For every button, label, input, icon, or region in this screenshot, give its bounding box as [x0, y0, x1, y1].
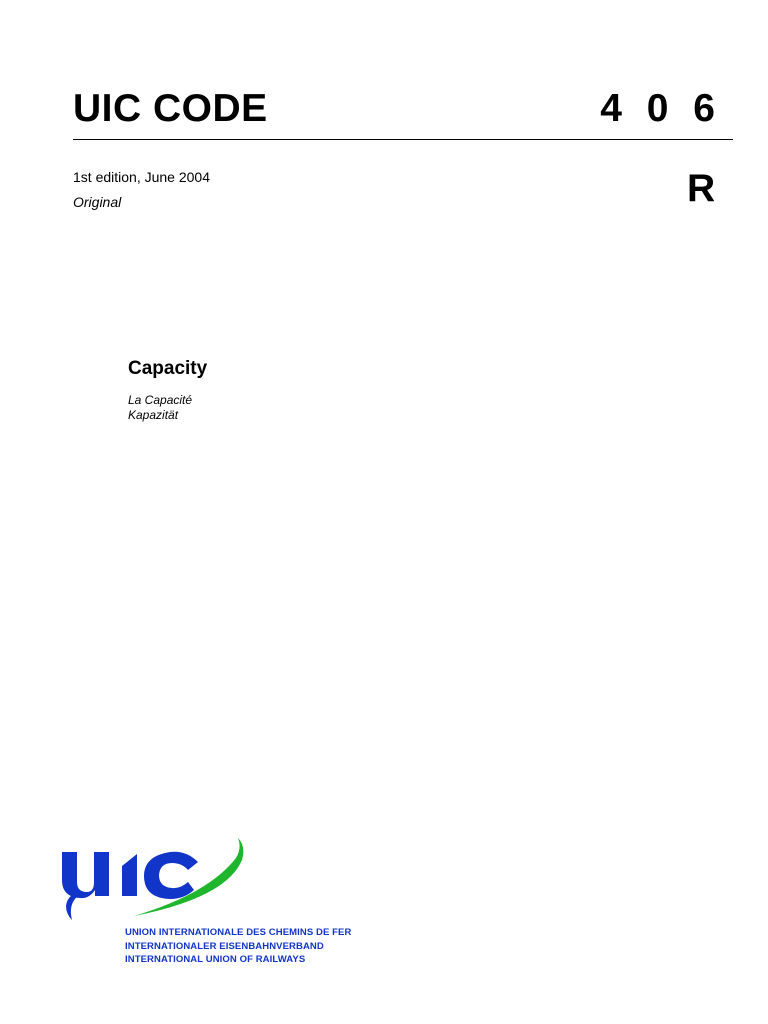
logo-letter-u [62, 852, 109, 898]
recommendation-letter: R [687, 167, 716, 210]
header-divider [73, 139, 733, 140]
code-number: 4 0 6 [600, 87, 722, 130]
logo-letter-i [122, 854, 137, 896]
logo-letter-c [144, 852, 198, 899]
document-title: Capacity [128, 358, 208, 379]
logo-hook [66, 892, 78, 920]
logo-line-english: INTERNATIONAL UNION OF RAILWAYS [125, 954, 306, 965]
logo-text-block [125, 926, 351, 967]
edition-status: Original [73, 194, 122, 210]
edition-info: 1st edition, June 2004 [73, 169, 210, 185]
document-title-french: La Capacité [128, 393, 193, 407]
logo-line-german: INTERNATIONALER EISENBAHNVERBAND [125, 940, 324, 952]
uic-logo-mark [58, 832, 248, 927]
document-title-german: Kapazität [128, 408, 179, 422]
logo-line-french: UNION INTERNATIONALE DES CHEMINS DE FER [125, 927, 352, 938]
document-series-title: UIC CODE [73, 87, 268, 130]
uic-logo [58, 832, 358, 972]
